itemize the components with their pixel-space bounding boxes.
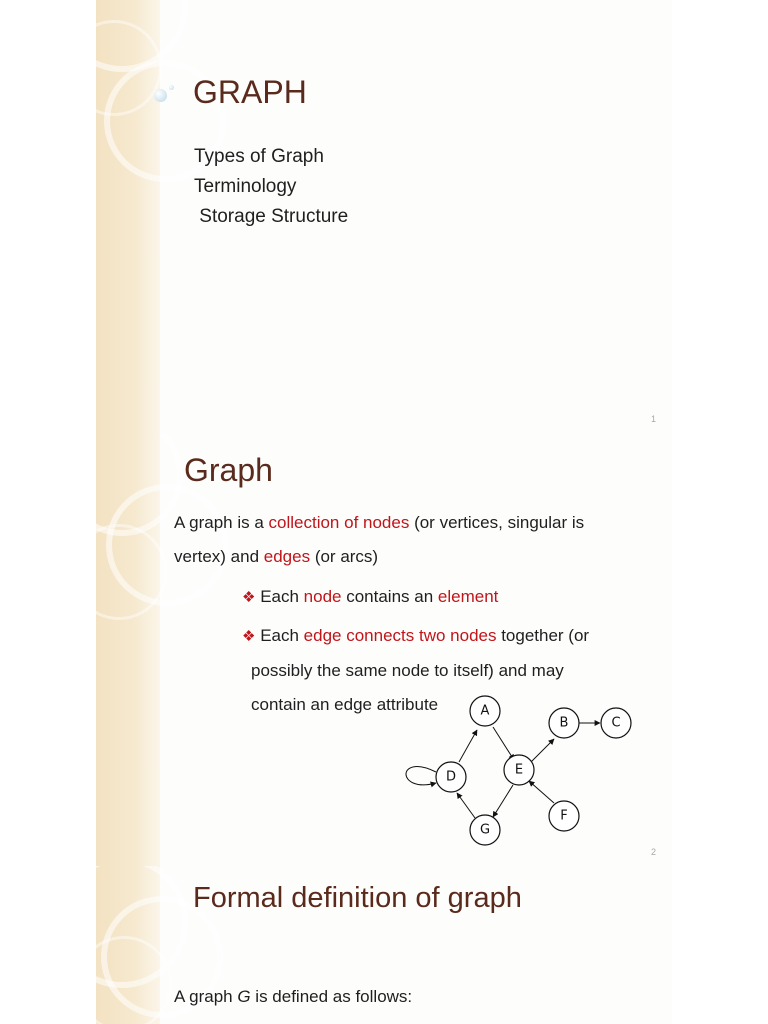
list-item: Terminology (194, 176, 297, 197)
slide-title: Graph (184, 452, 273, 488)
decorative-bubble (169, 85, 174, 90)
text: Each (260, 626, 304, 645)
highlight-text: edge connects two nodes (303, 626, 497, 645)
edge-g-d (457, 793, 475, 818)
node-label: A (480, 703, 490, 719)
text: A graph is a (174, 513, 269, 532)
highlight-text: collection of nodes (268, 513, 410, 532)
slide-3 (96, 866, 672, 1024)
highlight-text: edges (263, 547, 311, 566)
node-label: G (479, 822, 491, 838)
slide-title: GRAPH (193, 74, 307, 110)
edge-d-a (459, 730, 477, 762)
italic-symbol: G (237, 987, 251, 1006)
diamond-bullet-icon: ❖ (242, 589, 256, 606)
edge-d-self-loop (406, 767, 436, 785)
node-label: B (559, 715, 569, 731)
text: together (or (496, 626, 590, 645)
graph-node-d (436, 762, 466, 792)
text: contains an (341, 587, 438, 606)
list-item: Types of Graph (194, 146, 324, 167)
bullet-continuation: possibly the same node to itself) and may (251, 661, 564, 680)
text: vertex) and (174, 547, 264, 566)
bullet-continuation: contain an edge attribute (251, 695, 439, 714)
edge-e-b (531, 739, 554, 762)
graph-diagram (96, 434, 672, 866)
text: Each (260, 587, 304, 606)
graph-node-f (549, 801, 579, 831)
highlight-text: element (437, 587, 499, 606)
slide-1 (96, 0, 672, 434)
decorative-bubble (154, 89, 167, 102)
slide-2 (96, 434, 672, 866)
node-label: E (514, 762, 524, 778)
graph-node-g (470, 815, 500, 845)
text: A graph (174, 987, 238, 1006)
list-item: Storage Structure (194, 206, 349, 227)
node-label: D (445, 769, 457, 785)
slide-title: Formal definition of graph (193, 882, 522, 914)
definition-line (174, 987, 412, 1007)
graph-node-a (470, 696, 500, 726)
text: (or vertices, singular is (409, 513, 585, 532)
page-number: 2 (650, 847, 656, 857)
text: is defined as follows: (250, 987, 413, 1006)
diamond-bullet-icon: ❖ (242, 628, 256, 645)
graph-node-e (504, 755, 534, 785)
graph-node-c (601, 708, 631, 738)
text: (or arcs) (310, 547, 379, 566)
highlight-text: node (303, 587, 342, 606)
graph-node-b (549, 708, 579, 738)
page-number: 1 (650, 414, 656, 424)
node-label: C (611, 715, 621, 731)
edge-f-e (529, 781, 554, 803)
edge-e-g (493, 785, 513, 817)
edge-a-e (493, 727, 514, 760)
node-label: F (560, 808, 568, 824)
